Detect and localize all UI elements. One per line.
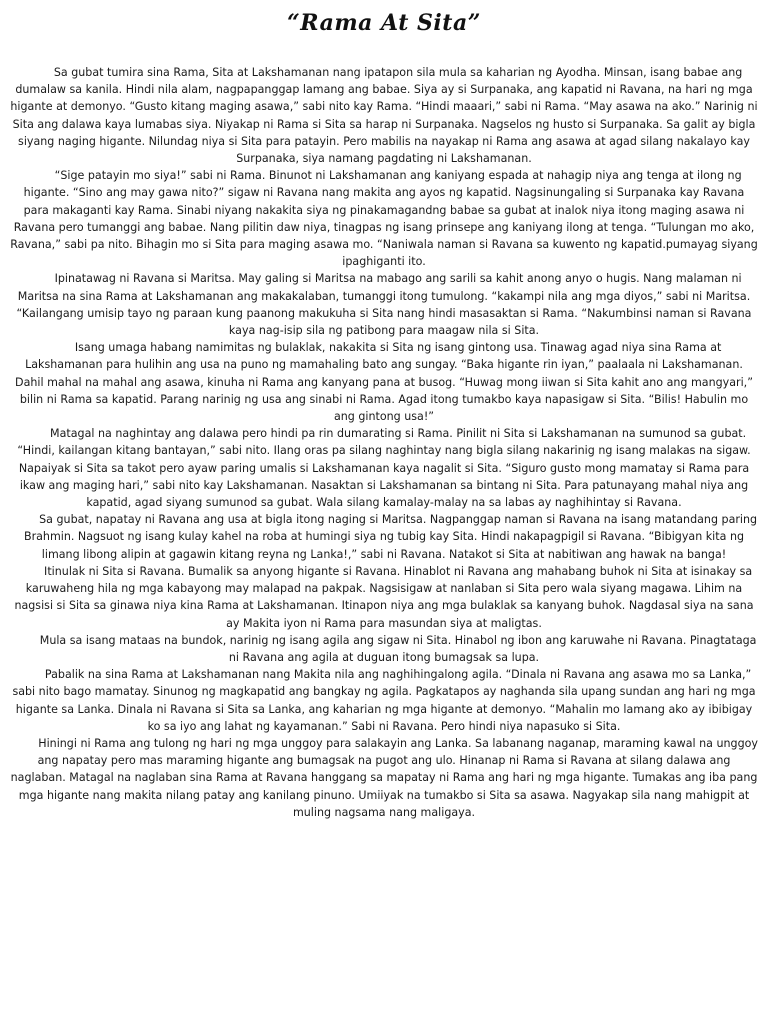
paragraph-2: “Sige patayin mo siya!” sabi ni Rama. Binunot ni Lakshamanan ang kaniyang espada at nahagip niya ang tenga at ilong ng higante. “Sino ang may gawa nito?” sigaw ni Ravana nang makita ang ayos ng kapatid. Nagsinungaling si Surpanaka kay Ravana para makaganti kay Rama. Sinabi niyang nakakita siya ng pinakamagandng babae sa gubat at inalok niya itong maging asawa ni Ravana pero tumanggi ang babae. Nang pilitin daw niya, tinagpas ng isang prinsepe ang kaniyang ilong at tenga. “Tulungan mo ako, Ravana,” sabi pa nito. Bihagin mo si Sita para maging asawa mo. “Naniwala naman si Ravana sa kuwento ng kapatid.pumayag siyang ipaghiganti ito. (10, 169, 758, 269)
paragraph-10: Hiningi ni Rama ang tulong ng hari ng mga unggoy para salakayin ang Lanka. Sa labanang naganap, maraming kawal na unggoy ang napatay pero mas maraming higante ang bumagsak na pugot ang ulo. Hinanap ni Rama si Ravana at silang dalawa ang naglaban. Matagal na naglaban sina Rama at Ravana hanggang sa mapatay ni Rama ang hari ng mga higante. Tumakas ang iba pang mga higante nang makita nilang patay ang kanilang pinuno. Umiiyak na tumakbo si Sita sa asawa. Nagyakap sila nang mahigpit at muling nagsama nang maligaya. (10, 736, 758, 819)
story-body (10, 64, 758, 821)
paragraph-3: Ipinatawag ni Ravana si Maritsa. May galing si Maritsa na mabago ang sarili sa kahit anong anyo o hugis. Nang malaman ni Maritsa na sina Rama at Lakshamanan ang makakalaban, tumanggi itong tumulong. “kakampi nila ang mga diyos,” sabi ni Maritsa. “Kailangang umisip tayo ng paraan kung paanong makukuha si Sita nang hindi masasaktan si Rama. “Nakumbinsi naman si Ravana kaya nag-isip sila ng patibong para maagaw nila si Sita. (16, 272, 752, 338)
paragraph-8: Mula sa isang mataas na bundok, narinig ng isang agila ang sigaw ni Sita. Hinabol ng ibon ang karuwahe ni Ravana. Pinagtataga ni Ravana ang agila at duguan itong bumagsak sa lupa. (39, 633, 757, 664)
paragraph-9: Pabalik na sina Rama at Lakshamanan nang Makita nila ang naghihingalong agila. “Dinala ni Ravana ang asawa mo sa Lanka,” sabi nito bago mamatay. Sinunog ng magkapatid ang bangkay ng agila. Pagkatapos ay naghanda sila upang sundan ang hari ng mga higante sa Lanka. Dinala ni Ravana si Sita sa Lanka, ang kaharian ng mga higante at demonyo. “Mahalin mo lamang ako ay ibibigay ko sa iyo ang lahat ng kayamanan.” Sabi ni Ravana. Pero hindi niya napasuko si Sita. (12, 668, 756, 733)
paragraph-7: Itinulak ni Sita si Ravana. Bumalik sa anyong higante si Ravana. Hinablot ni Ravana ang mahabang buhok ni Sita at isinakay sa karuwaheng hila ng mga kabayong may malapad na pakpak. Nagsisigaw at nanlaban si Sita pero wala siyang magawa. Lihim na nagsisi si Sita sa ginawa niya kina Rama at Lakshamanan. Itinapon niya ang mga bulaklak sa kanyang buhok. Nagdasal siya na sana ay Makita iyon ni Rama para masundan siya at maligtas. (14, 564, 754, 630)
paragraph-1: Sa gubat tumira sina Rama, Sita at Lakshamanan nang ipatapon sila mula sa kaharian ng Ayodha. Minsan, isang babae ang dumalaw sa kanila. Hindi nila alam, nagpapanggap lamang ang babae. Siya ay si Surpanaka, ang kapatid ni Ravana, na hari ng mga higante at demonyo. “Gusto kitang maging asawa,” sabi nito kay Rama. “Hindi maaari,” sabi ni Rama. “May asawa na ako.” Narinig ni Sita ang dalawa kaya lumabas siya. Niyakap ni Rama si Sita sa harap ni Surpanaka. Nagselos ng husto si Surpanaka. Sa galit ay bigla siyang naging higante. Nilundag niya si Sita para patayin. Pero mabilis na nayakap ni Rama ang asawa at agad silang nakalayo kay Surpanaka, siya namang pagdating ni Lakshamanan. (10, 66, 758, 166)
paragraph-5: Matagal na naghintay ang dalawa pero hindi pa rin dumarating si Rama. Pinilit ni Sita si Lakshamanan na sumunod sa gubat. “Hindi, kailangan kitang bantayan,” sabi nito. Ilang oras pa silang naghintay nang bigla silang nakarinig ng isang malakas na sigaw. Napaiyak si Sita sa takot pero ayaw paring umalis si Lakshamanan kaya nagalit si Sita. “Siguro gusto mong mamatay si Rama para ikaw ang maging hari,” sabi nito kay Lakshamanan. Nasaktan si Lakshamanan sa bintang ni Sita. Para patunayang mahal niya ang kapatid, agad siyang sumunod sa gubat. Wala silang kamalay-malay na sa labas ay naghihintay si Ravana. (17, 427, 751, 510)
page-title: “Rama At Sita” (287, 10, 481, 36)
paragraph-6: Sa gubat, napatay ni Ravana ang usa at bigla itong naging si Maritsa. Nagpanggap naman si Ravana na isang matandang paring Brahmin. Nagsuot ng isang kulay kahel na roba at humingi siya ng tubig kay Sita. Hindi nakapagpigil si Ravana. “Bibigyan kita ng limang libong alipin at gagawin kitang reyna ng Lanka!,” sabi ni Ravana. Natakot si Sita at nabitiwan ang hawak na banga! (23, 513, 758, 561)
paragraph-4: Isang umaga habang namimitas ng bulaklak, nakakita si Sita ng isang gintong usa. Tinawag agad niya sina Rama at Lakshamanan para hulihin ang usa na puno ng mamahaling bato ang sungay. “Baka higante rin iyan,” paalaala ni Lakshamanan. Dahil mahal na mahal ang asawa, kinuha ni Rama ang kanyang pana at busog. “Huwag mong iiwan si Sita kahit ano ang mangyari,” bilin ni Rama sa kapatid. Parang narinig ng usa ang sinabi ni Rama. Agad itong tumakbo kaya napasigaw si Sita. “Bilis! Habulin mo ang gintong usa!” (15, 341, 753, 424)
